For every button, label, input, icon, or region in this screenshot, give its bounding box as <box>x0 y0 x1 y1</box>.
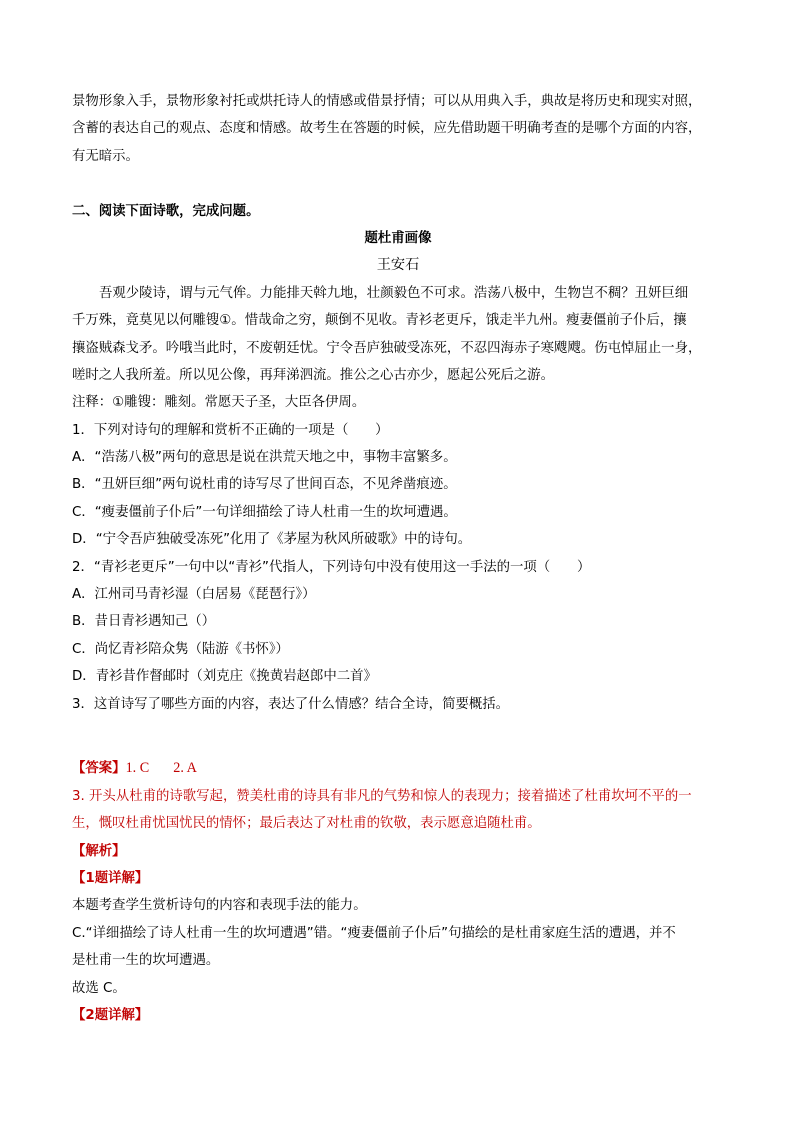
poem-line: 千万殊，竟莫见以何雕锼①。惜哉命之穷，颠倒不见收。青衫老更斥，饿走半九州。瘦妻僵前子仆后，攘 <box>72 313 687 329</box>
question-stem: 2．“青衫老更斥”一句中以“青衫”代指人，下列诗句中没有使用这一手法的一项（ ） <box>72 559 591 575</box>
section-heading: 二、阅读下面诗歌，完成问题。 <box>72 203 260 219</box>
answer-1: 1. C <box>125 760 150 777</box>
analysis-tag: 【解析】 <box>72 843 126 859</box>
analysis-subheading-2: 【2题详解】 <box>72 1007 149 1023</box>
poem-author: 王安石 <box>376 257 420 274</box>
analysis-section <box>72 838 724 1030</box>
analysis-subheading-1: 【1题详解】 <box>72 870 149 886</box>
poem-line: 嗟时之人我所羞。所以见公像，再拜涕泗流。推公之心古亦少，愿起公死后之游。 <box>72 367 555 383</box>
analysis-text: C.“详细描绘了诗人杜甫一生的坎坷遭遇”错。“瘦妻僵前子仆后”句描绘的是杜甫家庭生活的遭遇，并不 <box>72 925 676 941</box>
analysis-choice: 故选 C。 <box>72 980 126 996</box>
intro-paragraph <box>72 88 724 170</box>
answer-line <box>72 755 724 782</box>
poem-note: 注释：①雕锼：雕刻。常愿天子圣，大臣各伊周。 <box>72 395 366 411</box>
option-a: A．江州司马青衫湿（白居易《琵琶行》） <box>72 587 316 603</box>
option-c: C．尚忆青衫陪众隽（陆游《书怀》） <box>72 641 289 657</box>
answer-3-line: 3. 开头从杜甫的诗歌写起，赞美杜甫的诗具有非凡的气势和惊人的表现力；接着描述了杜甫坎坷不平的一 <box>72 788 692 804</box>
analysis-text: 本题考查学生赏析诗句的内容和表现手法的能力。 <box>72 898 367 914</box>
text-line: 含蓄的表达自己的观点、态度和情感。故考生在答题的时候，应先借助题干明确考查的是哪个方面的内容， <box>72 121 702 137</box>
option-b: B．“丑妍巨细”两句说杜甫的诗写尽了世间百态，不见斧凿痕迹。 <box>72 477 457 493</box>
poem-title: 题杜甫画像 <box>364 230 432 246</box>
question-1 <box>72 417 724 554</box>
option-c: C．“瘦妻僵前子仆后”一句详细描绘了诗人杜甫一生的坎坷遭遇。 <box>72 504 457 520</box>
option-a: A．“浩荡八极”两句的意思是说在洪荒天地之中，事物丰富繁多。 <box>72 450 457 466</box>
answer-section <box>72 755 724 837</box>
poem-line: 攘盗贼森戈矛。吟哦当此时，不废朝廷忧。宁令吾庐独破受冻死，不忍四海赤子寒飕飕。伤屯悼屈止一身， <box>72 340 702 356</box>
option-d: D．青衫昔作督邮时（刘克庄《挽黄岩赵郎中二首》 <box>72 669 377 685</box>
question-stem: 3．这首诗写了哪些方面的内容，表达了什么情感？结合全诗，简要概括。 <box>72 696 510 712</box>
answer-3-line: 生，慨叹杜甫忧国忧民的情怀；最后表达了对杜甫的钦敬，表示愿意追随杜甫。 <box>72 816 541 832</box>
answer-2: 2. A <box>173 760 197 777</box>
answer-tag: 【答案】 <box>72 761 126 777</box>
text-line: 有无暗示。 <box>72 148 139 164</box>
option-d: D．“宁令吾庐独破受冻死”化用了《茅屋为秋风所破歌》中的诗句。 <box>72 532 472 548</box>
text-line: 景物形象入手，景物形象衬托或烘托诗人的情感或借景抒情；可以从用典入手，典故是将历史和现实对照， <box>72 94 702 109</box>
poem-line: 吾观少陵诗，谓与元气侔。力能排天斡九地，壮颜毅色不可求。浩荡八极中，生物岂不稠？丑妍巨细 <box>99 285 689 301</box>
question-2 <box>72 554 724 691</box>
analysis-text: 是杜甫一生的坎坷遭遇。 <box>72 953 220 969</box>
option-b: B．昔日青衫遇知己（） <box>72 614 216 630</box>
question-3 <box>72 691 724 718</box>
document-content <box>72 88 724 1029</box>
question-stem: 1．下列对诗句的理解和赏析不正确的一项是（ ） <box>72 422 389 438</box>
poem-body <box>72 280 724 390</box>
